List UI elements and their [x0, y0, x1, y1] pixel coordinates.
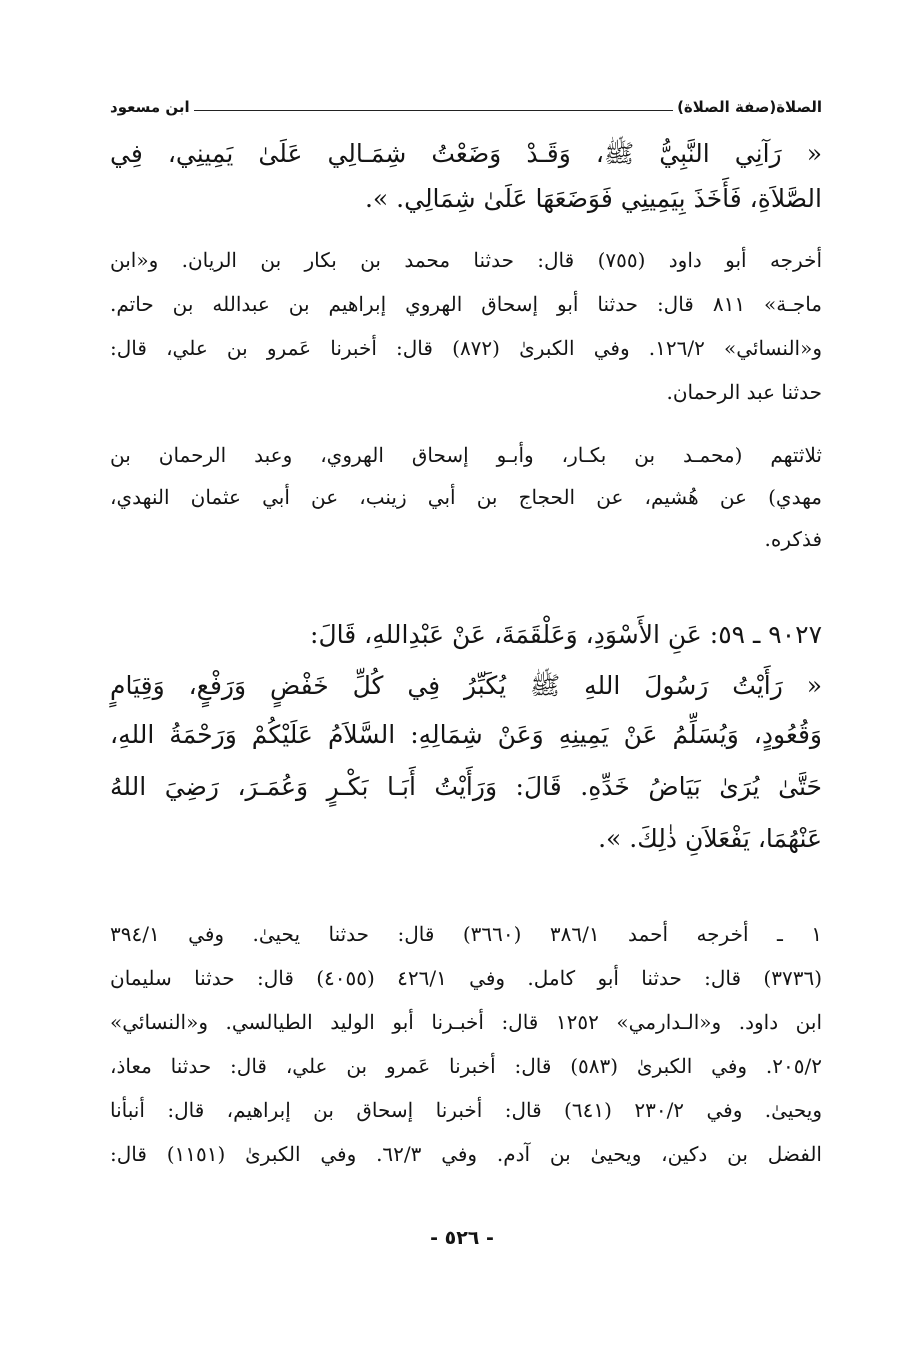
takhrij-2-line-4: ٢٠٥/٢. وفي الكبرىٰ (٥٨٣) قال: أخبرنا عَمرو بن علي، قال: حدثنا معاذ، [110, 1054, 822, 1078]
takhrij-1-line-1: أخرجه أبو داود (٧٥٥) قال: حدثنا محمد بن بكار بن الريان. و«ابن [110, 248, 822, 272]
takhrij-1-line-2: ماجـة» ٨١١ قال: حدثنا أبو إسحاق الهروي إبراهيم بن عبدالله بن حاتم. [110, 292, 822, 316]
hadith-1-line-1: « رَآنِي النَّبِيُّ ﷺ، وَقَـدْ وَضَعْتُ شِمَـالِي عَلَىٰ يَمِينِي، فِي [110, 139, 822, 168]
header-book-title: ابن مسعود [110, 98, 190, 116]
hadith-2-line-4: عَنْهُمَا، يَفْعَلاَنِ ذٰلِكَ. ». [598, 824, 822, 853]
takhrij-2-line-1: ١ ـ أخرجه أحمد ٣٨٦/١ (٣٦٦٠) قال: حدثنا يحيىٰ. وفي ٣٩٤/١ [110, 922, 822, 946]
isnad-1-line-2: مهدي) عن هُشيم، عن الحجاج بن أبي زينب، عن أبي عثمان النهدي، [110, 485, 822, 509]
header-chapter-title: الصلاة(صفة الصلاة) [677, 98, 822, 116]
header-rule [194, 110, 673, 111]
takhrij-2-line-3: ابن داود. و«الـدارمي» ١٢٥٢ قال: أخبـرنا أبو الوليد الطيالسي. و«النسائي» [110, 1010, 822, 1034]
takhrij-2-line-6: الفضل بن دكين، ويحيىٰ بن آدم. وفي ٦٢/٣. وفي الكبرىٰ (١١٥١) قال: [110, 1142, 822, 1166]
takhrij-1-line-3: و«النسائي» ١٢٦/٢. وفي الكبرىٰ (٨٧٢) قال: أخبرنا عَمرو بن علي، قال: [110, 336, 822, 360]
isnad-1-line-1: ثلاثتهم (محمـد بن بكـار، وأبـو إسحاق الهروي، وعبد الرحمان بن [110, 443, 822, 467]
hadith-2-heading: ٩٠٢٧ ـ ٥٩: عَنِ الأَسْوَدِ، وَعَلْقَمَةَ، عَنْ عَبْدِاللهِ، قَالَ: [310, 620, 822, 649]
takhrij-1-line-4: حدثنا عبد الرحمان. [666, 380, 822, 404]
hadith-2-line-3: حَتَّىٰ يُرَىٰ بَيَاضُ خَدِّهِ. قَالَ: وَرَأَيْتُ أَبَـا بَكْـرٍ وَعُمَـرَ، رَضِيَ اللهُ [110, 772, 822, 801]
hadith-2-line-1: « رَأَيْتُ رَسُولَ اللهِ ﷺ يُكَبِّرُ فِي كُلِّ خَفْضٍ وَرَفْعٍ، وَقِيَامٍ [110, 671, 822, 700]
isnad-1-line-3: فذكره. [764, 527, 822, 551]
hadith-2-line-2: وَقُعُودٍ، وَيُسَلِّمُ عَنْ يَمِينِهِ وَعَنْ شِمَالِهِ: السَّلاَمُ عَلَيْكُمْ وَرَحْمَةُ اللهِ، [110, 720, 822, 749]
takhrij-2-line-2: (٣٧٣٦) قال: حدثنا أبو كامل. وفي ٤٢٦/١ (٤٠٥٥) قال: حدثنا سليمان [110, 966, 822, 990]
running-header [110, 90, 822, 116]
page-number: - ٥٢٦ - [430, 1227, 494, 1249]
takhrij-2-line-5: ويحيىٰ. وفي ٢٣٠/٢ (٦٤١) قال: أخبرنا إسحاق بن إبراهيم، قال: أنبأنا [110, 1098, 822, 1122]
hadith-1-line-2: الصَّلاَةِ، فَأَخَذَ بِيَمِينِي فَوَضَعَهَا عَلَىٰ شِمَالِي. ». [364, 184, 822, 213]
